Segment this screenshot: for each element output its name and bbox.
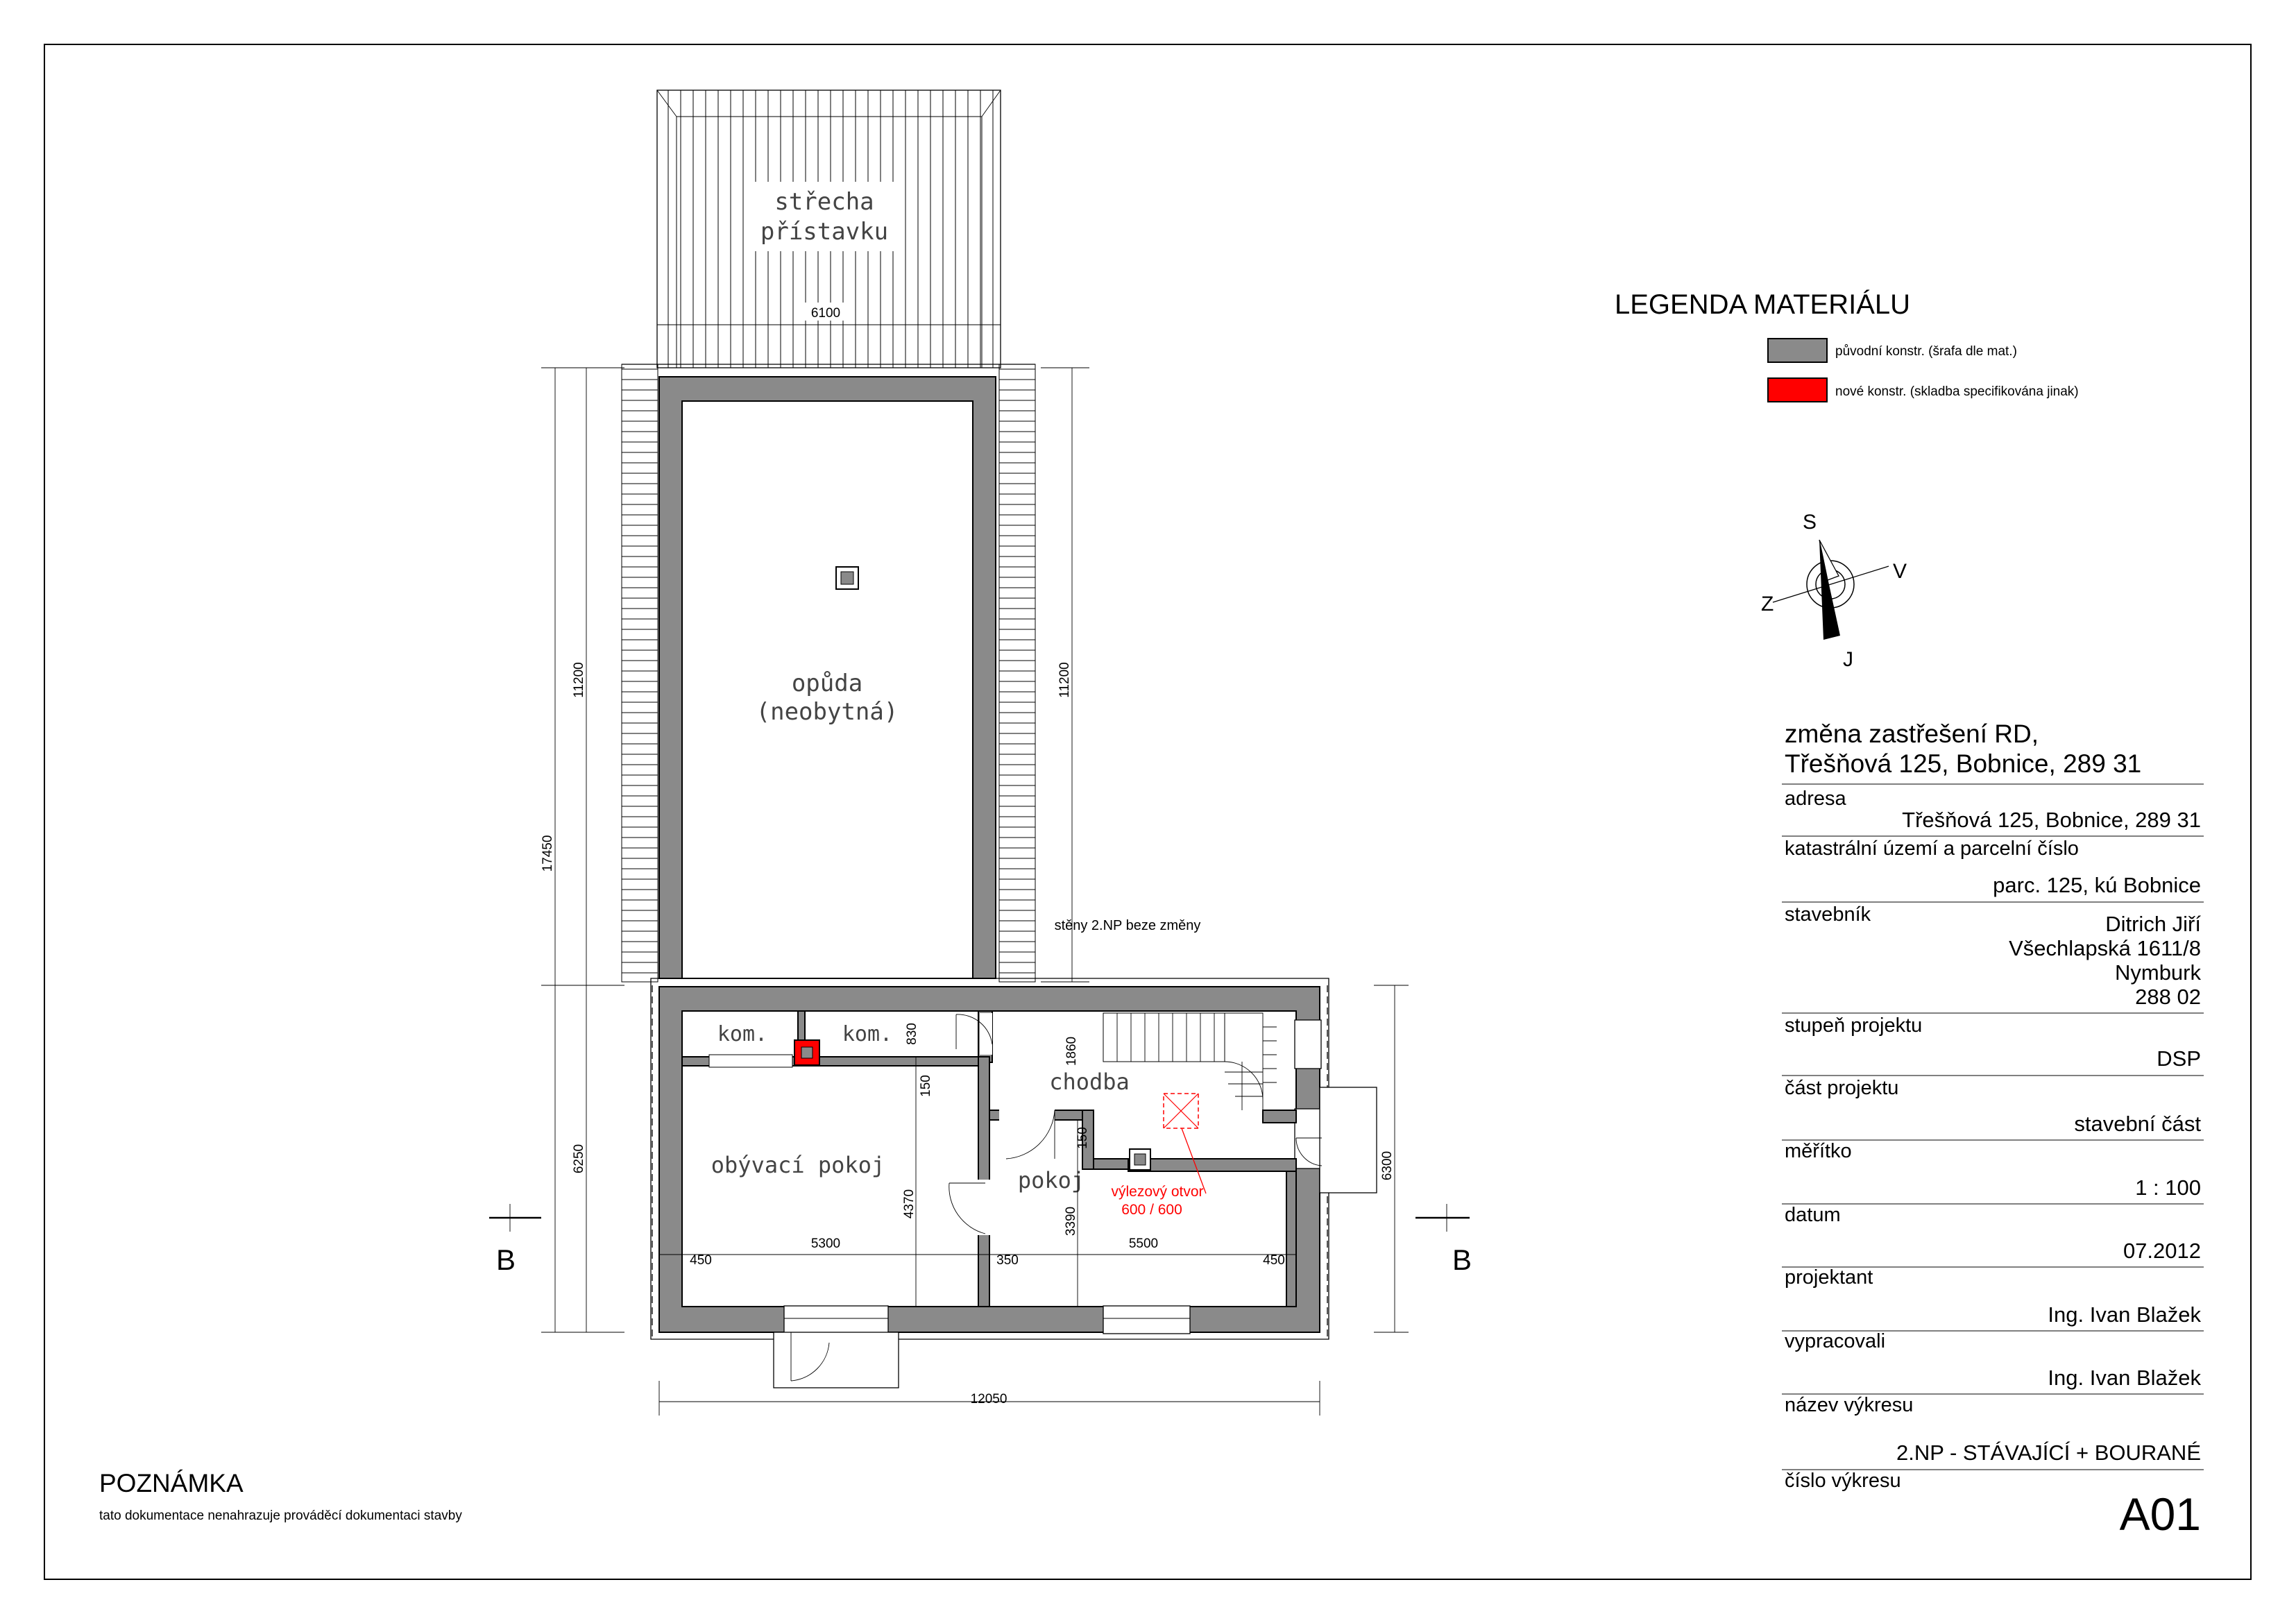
dim-12050: 12050: [970, 1392, 1007, 1407]
attic-sublabel: (neobytná): [756, 698, 899, 726]
tb-label-drawn: vypracovali: [1785, 1330, 1886, 1352]
room-corridor: chodba: [1049, 1069, 1130, 1095]
window-right: [1295, 1020, 1321, 1069]
tb-label-scale: měřítko: [1785, 1140, 1852, 1162]
roof-hatch: [1111, 1094, 1206, 1218]
tb-value-address: Třešňová 125, Bobnice, 289 31: [1902, 808, 2201, 832]
note-block: [99, 1469, 462, 1523]
room-kom-2: kom.: [842, 1022, 893, 1046]
note-text: tato dokumentace nenahrazuje prováděcí dokumentaci stavby: [99, 1509, 462, 1523]
window-bottom-left: [784, 1306, 888, 1334]
balcony-bottom: [774, 1332, 899, 1388]
door-kom: [980, 1013, 992, 1055]
eave-right: [999, 364, 1035, 982]
note-title: POZNÁMKA: [99, 1469, 244, 1497]
door-room: [999, 1109, 1055, 1121]
walls-note: stěny 2.NP beze změny: [1054, 918, 1201, 933]
door-living: [709, 1055, 792, 1067]
tb-label-designer: projektant: [1785, 1266, 1873, 1289]
title-block: [1782, 720, 2204, 1540]
porch-roof-label: střecha: [774, 188, 874, 216]
tb-value-drawn: Ing. Ivan Blažek: [2048, 1366, 2201, 1390]
dim-830: 830: [905, 1023, 919, 1045]
dim-3390: 3390: [1064, 1206, 1078, 1237]
room-bedroom: pokoj: [1017, 1167, 1085, 1193]
tb-value-investor-2: Všechlapská 1611/8: [2009, 936, 2201, 960]
tb-label-cadastre: katastrální území a parcelní číslo: [1785, 838, 2079, 860]
material-legend: [1615, 289, 2079, 402]
tb-label-part: část projektu: [1785, 1077, 1899, 1099]
dim-1860: 1860: [1064, 1036, 1079, 1067]
dim-6300: 6300: [1380, 1150, 1395, 1181]
tb-label-title: název výkresu: [1785, 1394, 1914, 1416]
tb-value-title: 2.NP - STÁVAJÍCÍ + BOURANÉ: [1896, 1441, 2201, 1465]
balcony-right: [1320, 1087, 1377, 1193]
porch-roof-sublabel: přístavku: [760, 218, 889, 246]
tb-value-scale: 1 : 100: [2135, 1175, 2201, 1200]
legend-label-original: původní konstr. (šrafa dle mat.): [1835, 344, 2017, 359]
eave-left: [622, 364, 658, 982]
tb-value-investor-3: Nymburk: [2114, 960, 2201, 985]
staircase: [1103, 1013, 1277, 1110]
dim-4370: 4370: [902, 1189, 917, 1219]
legend-label-new: nové konstr. (skladba specifikována jinak): [1835, 384, 2079, 399]
floor-plan: [489, 90, 1472, 1416]
dim-150-a: 150: [919, 1075, 933, 1097]
tb-value-date: 07.2012: [2123, 1239, 2201, 1263]
tb-value-part: stavební část: [2074, 1112, 2201, 1136]
tb-label-stage: stupeň projektu: [1785, 1014, 1923, 1037]
window-bottom-right: [1103, 1306, 1190, 1334]
section-label-left: B: [496, 1243, 516, 1276]
north-arrow-compass: [1761, 511, 1907, 671]
attic-label: opůda: [791, 670, 863, 697]
dim-450-right: 450: [1263, 1253, 1285, 1268]
dim-450-left: 450: [690, 1253, 712, 1268]
tb-value-investor-4: 288 02: [2135, 985, 2201, 1009]
hatch-label: výlezový otvor: [1111, 1184, 1204, 1200]
section-mark-left: [489, 1204, 541, 1276]
door-right: [1295, 1109, 1321, 1169]
legend-swatch-original: [1768, 339, 1827, 362]
section-mark-right: [1415, 1204, 1472, 1276]
tb-value-designer: Ing. Ivan Blažek: [2048, 1302, 2201, 1327]
legend-title: LEGENDA MATERIÁLU: [1614, 289, 1911, 320]
hatch-size: 600 / 600: [1121, 1202, 1182, 1218]
porch-roof: [657, 90, 1001, 368]
dim-6100: 6100: [810, 306, 841, 321]
tb-value-cadastre: parc. 125, kú Bobnice: [1993, 873, 2201, 897]
room-living: obývací pokoj: [711, 1152, 885, 1178]
tb-value-stage: DSP: [2157, 1046, 2201, 1071]
dim-11200-left: 11200: [572, 662, 586, 698]
compass-j: J: [1843, 648, 1853, 671]
dim-11200-right: 11200: [1057, 662, 1072, 698]
compass-z: Z: [1761, 593, 1774, 615]
project-title-line1: změna zastřešení RD,: [1785, 720, 2039, 748]
legend-swatch-new: [1768, 378, 1827, 402]
tb-label-address: adresa: [1785, 788, 1846, 810]
dim-5500: 5500: [1128, 1237, 1159, 1251]
room-kom-1: kom.: [717, 1022, 768, 1046]
section-label-right: B: [1452, 1243, 1472, 1276]
tb-label-date: datum: [1785, 1204, 1841, 1226]
tb-label-sheet: číslo výkresu: [1785, 1470, 1901, 1492]
dim-6250: 6250: [572, 1144, 586, 1174]
project-title-line2: Třešňová 125, Bobnice, 289 31: [1785, 749, 2142, 778]
dim-5300: 5300: [810, 1237, 841, 1251]
tb-sheet-number: A01: [2119, 1488, 2201, 1540]
dim-17450: 17450: [541, 835, 555, 872]
compass-s: S: [1803, 511, 1817, 534]
compass-v: V: [1893, 560, 1907, 583]
tb-value-investor-1: Ditrich Jiří: [2105, 912, 2201, 936]
door-living-side: [977, 1180, 991, 1235]
dim-150-b: 150: [1075, 1127, 1090, 1149]
dim-350: 350: [996, 1253, 1019, 1268]
tb-label-investor: stavebník: [1785, 903, 1871, 926]
